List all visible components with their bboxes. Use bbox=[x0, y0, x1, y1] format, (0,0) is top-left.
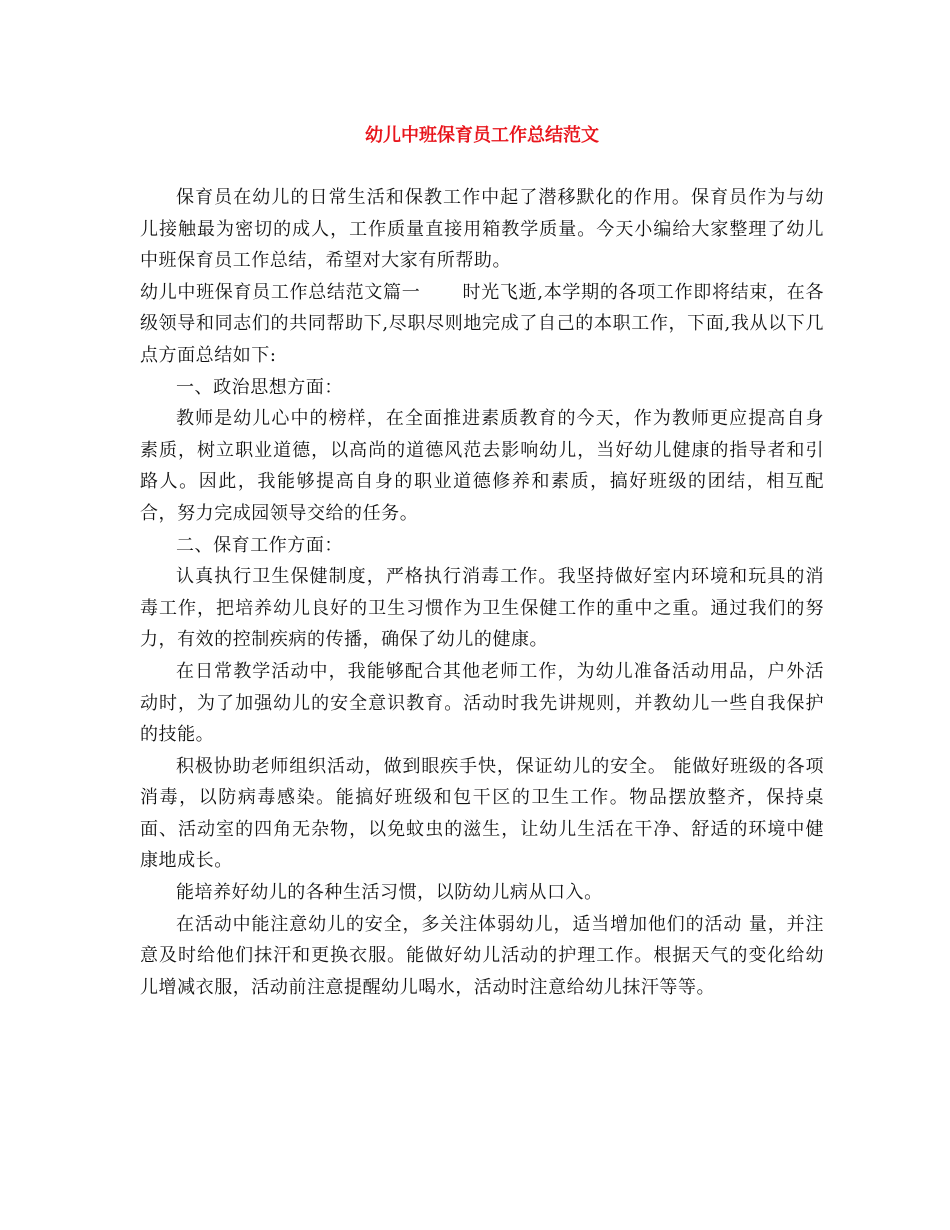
paragraph-daily-teaching: 在日常教学活动中，我能够配合其他老师工作，为幼儿准备活动用品，户外活动时，为了加强幼儿的安全意识教育。活动时我先讲规则，并教幼儿一些自我保护的技能。 bbox=[140, 660, 824, 746]
paragraph-assist-activities: 积极协助老师组织活动，做到眼疾手快，保证幼儿的安全。 能做好班级的各项消毒，以防病毒感染。能搞好班级和包干区的卫生工作。物品摆放整齐，保持桌面、活动室的四角无杂物，以免蚊虫的滋生，让幼儿生活在干净、舒适的环境中健康地成长。 bbox=[140, 755, 824, 872]
paragraph-hygiene: 认真执行卫生保健制度，严格执行消毒工作。我坚持做好室内环境和玩具的消毒工作，把培养幼儿良好的卫生习惯作为卫生保健工作的重中之重。通过我们的努力，有效的控制疾病的传播，确保了幼儿的健康。 bbox=[140, 566, 824, 651]
intro-paragraph: 保育员在幼儿的日常生活和保教工作中起了潜移默化的作用。保育员作为与幼儿接触最为密切的成人，工作质量直接用箱教学质量。今天小编给大家整理了幼儿中班保育员工作总结，希望对大家有所帮助。 bbox=[140, 187, 824, 272]
heading-care-work: 二、保育工作方面： bbox=[176, 534, 343, 556]
section-label: 幼儿中班保育员工作总结范文篇一 bbox=[140, 281, 421, 303]
paragraph-political: 教师是幼儿心中的榜样，在全面推进素质教育的今天，作为教师更应提高自身素质，树立职业道德，以高尚的道德风范去影响幼儿，当好幼儿健康的指导者和引路人。因此，我能够提高自身的职业道德修养和素质，搞好班级的团结，相互配合，努力完成园领导交给的任务。 bbox=[140, 408, 824, 524]
heading-political: 一、政治思想方面： bbox=[176, 376, 343, 398]
paragraph-safety: 在活动中能注意幼儿的安全，多关注体弱幼儿，适当增加他们的活动 量，并注意及时给他们抹汗和更换衣服。能做好幼儿活动的护理工作。根据天气的变化给幼儿增减衣服，活动前注意提醒幼儿喝水，活动时注意给幼儿抹汗等等。 bbox=[140, 913, 824, 998]
document-title: 幼儿中班保育员工作总结范文 bbox=[365, 125, 599, 146]
document-body bbox=[140, 182, 824, 1003]
paragraph-habits: 能培养好幼儿的各种生活习惯，以防幼儿病从口入。 bbox=[176, 882, 603, 904]
section-paragraph bbox=[140, 277, 824, 372]
section-text: 时光飞逝,本学期的各项工作即将结束，在各级领导和同志们的共同帮助下,尽职尽则地完成了自己的本职工作，下面,我从以下几点方面总结如下: bbox=[140, 281, 824, 366]
